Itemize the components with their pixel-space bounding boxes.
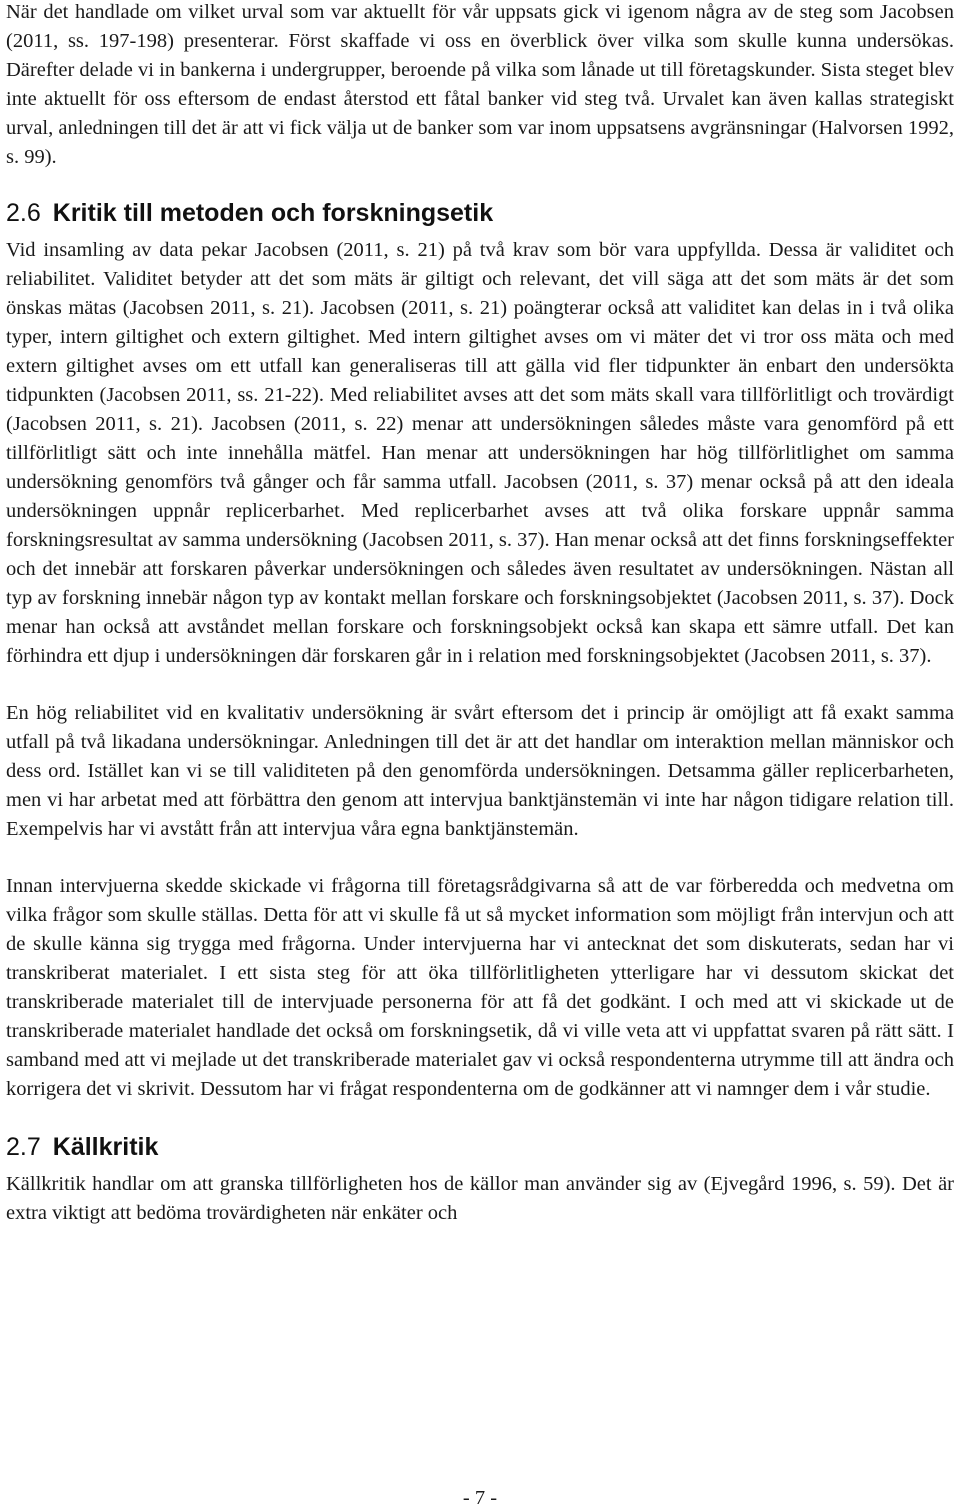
paragraph-urval: När det handlade om vilket urval som var aktuellt för vår uppsats gick vi igenom några av de steg som Jacobsen (2011, ss. 197-198) presenterar. Först skaffade vi oss en överblick över vilka som skulle kunna undersökas. Därefter delade vi in bankerna i undergrupper, beroende på vilka som lånade ut till företagskunder. Sista steget blev inte aktuellt för oss eftersom de endast återstod ett fåtal banker vid steg två. Urvalet kan även kallas strategiskt urval, anledningen till det är att vi fick välja ut de banker som var inom uppsatsens avgränsningar (Halvorsen 1992, s. 99).: [6, 1, 954, 168]
section-heading-2-7: [6, 1132, 954, 1162]
section-heading-2-6: [6, 198, 954, 228]
page-number: - 7 -: [462, 1487, 498, 1509]
section-title: Kritik till metoden och forskningsetik: [52, 199, 494, 227]
section-number: 2.7: [6, 1133, 41, 1161]
paragraph-kvalitativ-reliabilitet: En hög reliabilitet vid en kvalitativ undersökning är svårt eftersom det i princip är omöjligt att få exakt samma utfall på två likadana undersökningar. Anledningen till det är att det handlar om interaktion mellan människor och dess ord. Istället kan vi se till validiteten på den genomförda undersökningen. Detsamma gäller replicerbarheten, men vi har arbetat med att förbättra den genom att intervjua banktjänstemän vi inte har någon tidigare relation till. Exempelvis har vi avstått från att intervjua våra egna banktjänstemän.: [6, 702, 954, 840]
section-title: Källkritik: [52, 1133, 159, 1161]
paragraph-kallkritik: Källkritik handlar om att granska tillförligheten hos de källor man använder sig av (Ejvegård 1996, s. 59). Det är extra viktigt att bedöma trovärdigheten när enkäter och: [6, 1173, 954, 1224]
section-number: 2.6: [6, 199, 41, 227]
paragraph-intervjuer: Innan intervjuerna skedde skickade vi frågorna till företagsrådgivarna så att de var förberedda och medvetna om vilka frågor som skulle ställas. Detta för att vi skulle få ut så mycket information som möjligt från intervjun och att de skulle känna sig trygga med frågorna. Under intervjuerna har vi antecknat det som diskuterats, sedan har vi transkriberat materialet. I ett sista steg för att öka tillförlitligheten ytterligare har vi dessutom skickat det transkriberade materialet till de intervjuade personerna för att få det godkänt. I och med att vi skickade ut de transkriberade materialet handlade det också om forskningsetik, då vi ville veta att vi uppfattat svaren på rätt sätt. I samband med att vi mejlade ut det transkriberade materialet gav vi också respondenterna utrymme till att ändra och korrigera det vi skrivit. Dessutom har vi frågat respondenterna om de godkänner att vi namnger dem i vår studie.: [6, 875, 954, 1100]
document-page: [6, 0, 954, 1228]
paragraph-validitet-reliabilitet: Vid insamling av data pekar Jacobsen (2011, s. 21) på två krav som bör vara uppfyllda. Dessa är validitet och reliabilitet. Validitet betyder att det som mäts är giltigt och relevant, det vill säga att det som mäts är det som önskas mätas (Jacobsen 2011, s. 21). Jacobsen (2011, s. 21) poängterar också att validitet kan delas in i två olika typer, intern giltighet och extern giltighet. Med intern giltighet avses om vi mäter det vi tror oss mäta och med extern giltighet avses om ett utfall kan generaliseras till att gälla vid fler tidpunkter än enbart den undersökta tidpunkten (Jacobsen 2011, ss. 21-22). Med reliabilitet avses att det som mäts skall vara tillförlitligt och trovärdigt (Jacobsen 2011, s. 21). Jacobsen (2011, s. 22) menar att undersökningen således måste vara genomförd på ett tillförlitligt sätt och inte innehålla mätfel. Han menar att undersökningen har hög tillförlitlighet om samma undersökning genomförs två gånger och får samma utfall. Jacobsen (2011, s. 37) menar också på att den ideala undersökningen uppnår replicerbarhet. Med replicerbarhet avses att två olika forskare uppnår samma forskningsresultat av samma undersökning (Jacobsen 2011, s. 37). Han menar också att det finns forskningseffekter och det innebär att forskaren påverkar undersökningen och således även resultatet av undersökningen. Nästan all typ av forskning innebär någon typ av kontakt mellan forskare och forskningsobjektet (Jacobsen 2011, s. 37). Dock menar han också att avståndet mellan forskare och forskningsobjekt också kan skapa ett sämre utfall. Det kan förhindra ett djup i undersökningen där forskaren går in i relation med forskningsobjektet (Jacobsen 2011, s. 37).: [6, 239, 954, 667]
